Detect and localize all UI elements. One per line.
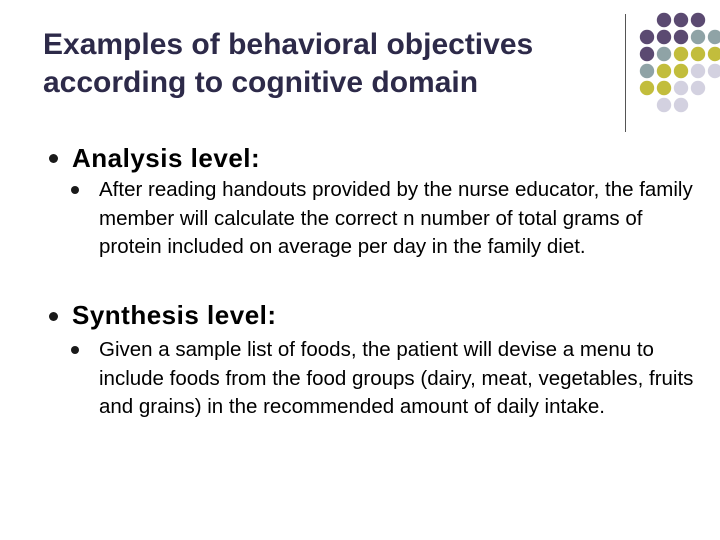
decorative-dot (691, 30, 705, 44)
decorative-dot (674, 98, 688, 112)
decorative-dot (640, 47, 654, 61)
decorative-dot (657, 98, 671, 112)
decorative-dot (657, 47, 671, 61)
decorative-dot (657, 64, 671, 78)
decorative-dot (674, 47, 688, 61)
section-heading-synthesis: Synthesis level: (72, 300, 277, 330)
decorative-dot (691, 13, 705, 27)
decorative-dot-grid (0, 0, 720, 140)
bullet-icon (71, 186, 79, 194)
decorative-dot (708, 47, 720, 61)
decorative-dot (691, 81, 705, 95)
decorative-dot (674, 13, 688, 27)
decorative-dot (691, 47, 705, 61)
decorative-dot (657, 13, 671, 27)
bullet-icon (49, 312, 58, 321)
decorative-dot (640, 30, 654, 44)
decorative-dot (674, 81, 688, 95)
decorative-dot (674, 30, 688, 44)
decorative-dot (657, 81, 671, 95)
bullet-icon (49, 154, 58, 163)
decorative-dot (640, 81, 654, 95)
slide-title: Examples of behavioral objectives according to cognitive domain (43, 28, 534, 99)
bullet-icon (71, 346, 79, 354)
decorative-dot (674, 64, 688, 78)
decorative-dot (708, 30, 720, 44)
decorative-dot (691, 64, 705, 78)
section-heading-analysis: Analysis level: (72, 143, 261, 173)
decorative-dot (640, 64, 654, 78)
decorative-dot (708, 64, 720, 78)
section-detail-synthesis: Given a sample list of foods, the patient will devise a menu to include foods from the food groups (dairy, meat, vegetables, fruits and grains) in the recommended amount of daily intake. (99, 338, 694, 418)
section-detail-analysis: After reading handouts provided by the nurse educator, the family member will calculate the correct n number of total grams of protein included on average per day in the family diet. (99, 178, 693, 258)
decorative-dot (657, 30, 671, 44)
